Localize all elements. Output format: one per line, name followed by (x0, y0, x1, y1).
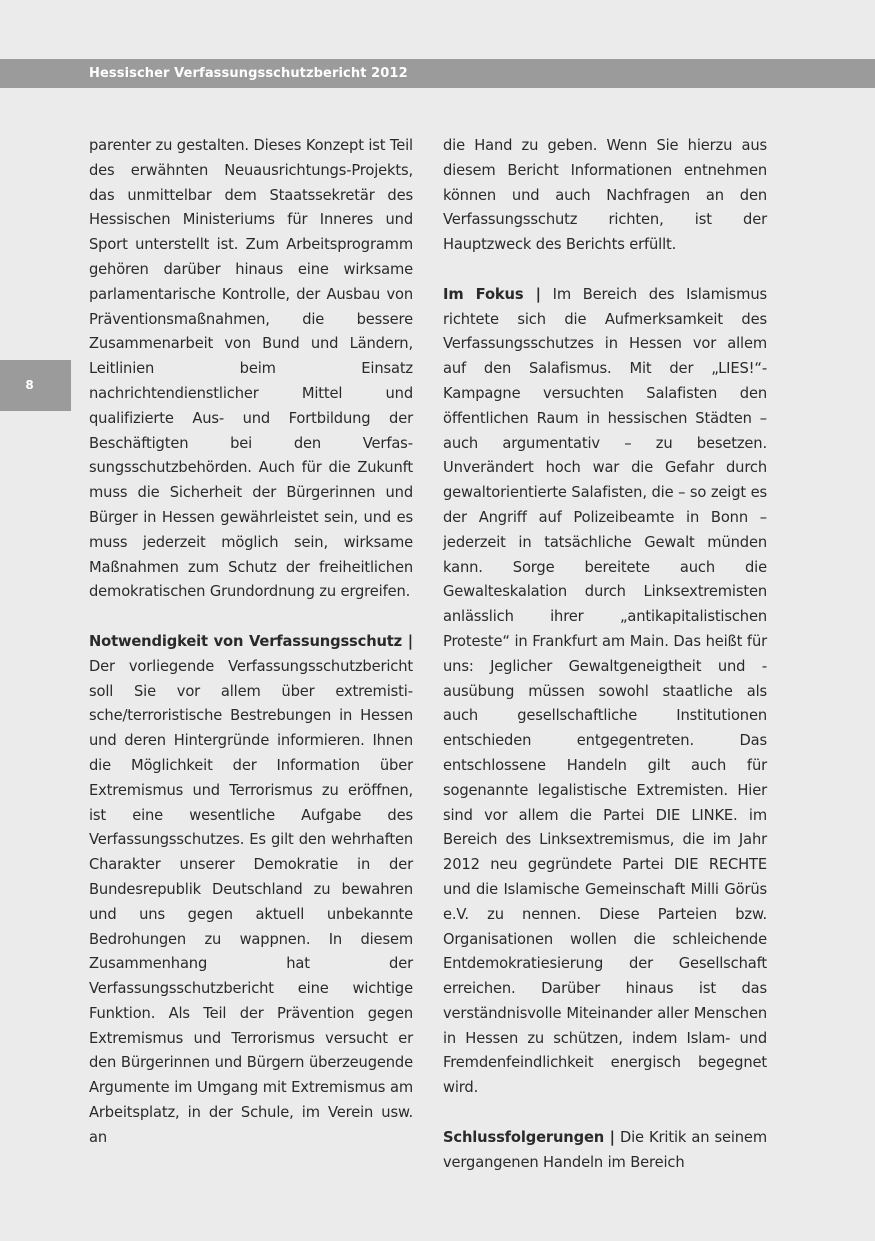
section-heading: Notwendigkeit von Verfassungsschutz | (89, 632, 413, 650)
page-number: 8 (25, 378, 34, 392)
paragraph-text: Im Bereich des Islamismus richtete sich die Aufmerksamkeit des Verfassungsschutzes in Hessen vor allem auf den Salafismus. Mit der „LIES!“-Kampagne versuchten Salafisten den öffentlichen Raum in hessischen Städten – auch argumentativ – zu besetzen. Unverändert hoch war die Gefahr durch gewaltorientierte Salafisten, die – so zeigt es der Angriff auf Polizeibeamte in Bonn – jederzeit in tatsächliche Gewalt münden kann. Sorge bereitete auch die Gewalteskalation durch Linksextremisten anlässlich ihrer „antikapitalistischen Proteste“ in Frankfurt am Main. Das heißt für uns: Jeglicher Gewaltgeneigtheit und -ausübung müssen sowohl staatliche als auch gesellschaftliche Institutionen entschieden entgegentreten. Das entschlossene Handeln gilt auch für sogenannte legalistische Extremisten. Hier sind vor allem die Partei DIE LINKE. im Bereich des Linksextremismus, die im Jahr 2012 neu gegründete Partei DIE RECHTE und die Islamische Gemeinschaft Milli Görüs e.V. zu nennen. Diese Parteien bzw. Organisationen wollen die schleichende Entdemokratiesierung der Gesellschaft erreichen. Darüber hinaus ist das verständnisvolle Miteinander aller Menschen in Hessen zu schützen, indem Islam- und Fremdenfeindlichkeit energisch begegnet wird. (443, 285, 767, 1097)
paragraph (89, 134, 413, 605)
section-heading: Im Fokus | (443, 285, 541, 303)
paragraph (443, 1126, 767, 1176)
paragraph (443, 283, 767, 1101)
paragraph (443, 134, 767, 258)
running-header-title: Hessischer Verfassungsschutzbericht 2012 (89, 66, 408, 81)
right-column (443, 134, 767, 1200)
paragraph-text: Der vorliegende Verfassungsschutzbericht soll Sie vor allem über extremistische/terroristische Bestrebungen in Hessen und deren Hintergründe informieren. Ihnen die Möglichkeit der Information über Extremismus und Terrorismus zu eröffnen, ist eine wesentliche Aufgabe des Verfassungsschutzes. Es gilt den wehrhaften Charakter unserer Demokratie in der Bundesrepublik Deutschland zu bewahren und uns gegen aktuell unbekannte Bedrohungen zu wappnen. In diesem Zusammenhang hat der Verfassungsschutzbericht eine wichtige Funktion. Als Teil der Prävention gegen Extremismus und Terrorismus versucht er den Bürgerinnen und Bürgern überzeugende Argumente im Umgang mit Extremismus am Arbeitsplatz, in der Schule, im Verein usw. an (89, 657, 413, 1146)
section-heading: Schlussfolgerungen | (443, 1128, 615, 1146)
paragraph-text: parenter zu gestalten. Dieses Konzept ist Teil des erwähnten Neuausrichtungs-Projekts, das unmittelbar dem Staatssekretär des Hessischen Ministeriums für Inneres und Sport unterstellt ist. Zum Arbeitsprogramm gehören darüber hinaus eine wirksame parlamentarische Kontrolle, der Ausbau von Präventionsmaßnahmen, die bessere Zusammenarbeit von Bund und Ländern, Leitlinien beim Einsatz nachrichtendienstlicher Mittel und qualifizierte Aus- und Fortbildung der Beschäftigten bei den Verfassungsschutzbehörden. Auch für die Zukunft muss die Sicherheit der Bürgerinnen und Bürger in Hessen gewährleistet sein, und es muss jederzeit möglich sein, wirksame Maßnahmen zum Schutz der freiheitlichen demokratischen Grundordnung zu ergreifen. (89, 137, 413, 601)
running-header (0, 59, 875, 88)
paragraph-text: Die Kritik an seinem vergangenen Handeln im Bereich (443, 1128, 767, 1171)
paragraph (89, 630, 413, 1151)
paragraph-text: die Hand zu geben. Wenn Sie hierzu aus diesem Bericht Informationen entnehmen können und auch Nachfragen an den Verfassungsschutz richten, ist der Hauptzweck des Berichts erfüllt. (443, 137, 767, 254)
page-number-tab (0, 360, 71, 411)
left-column (89, 134, 413, 1175)
